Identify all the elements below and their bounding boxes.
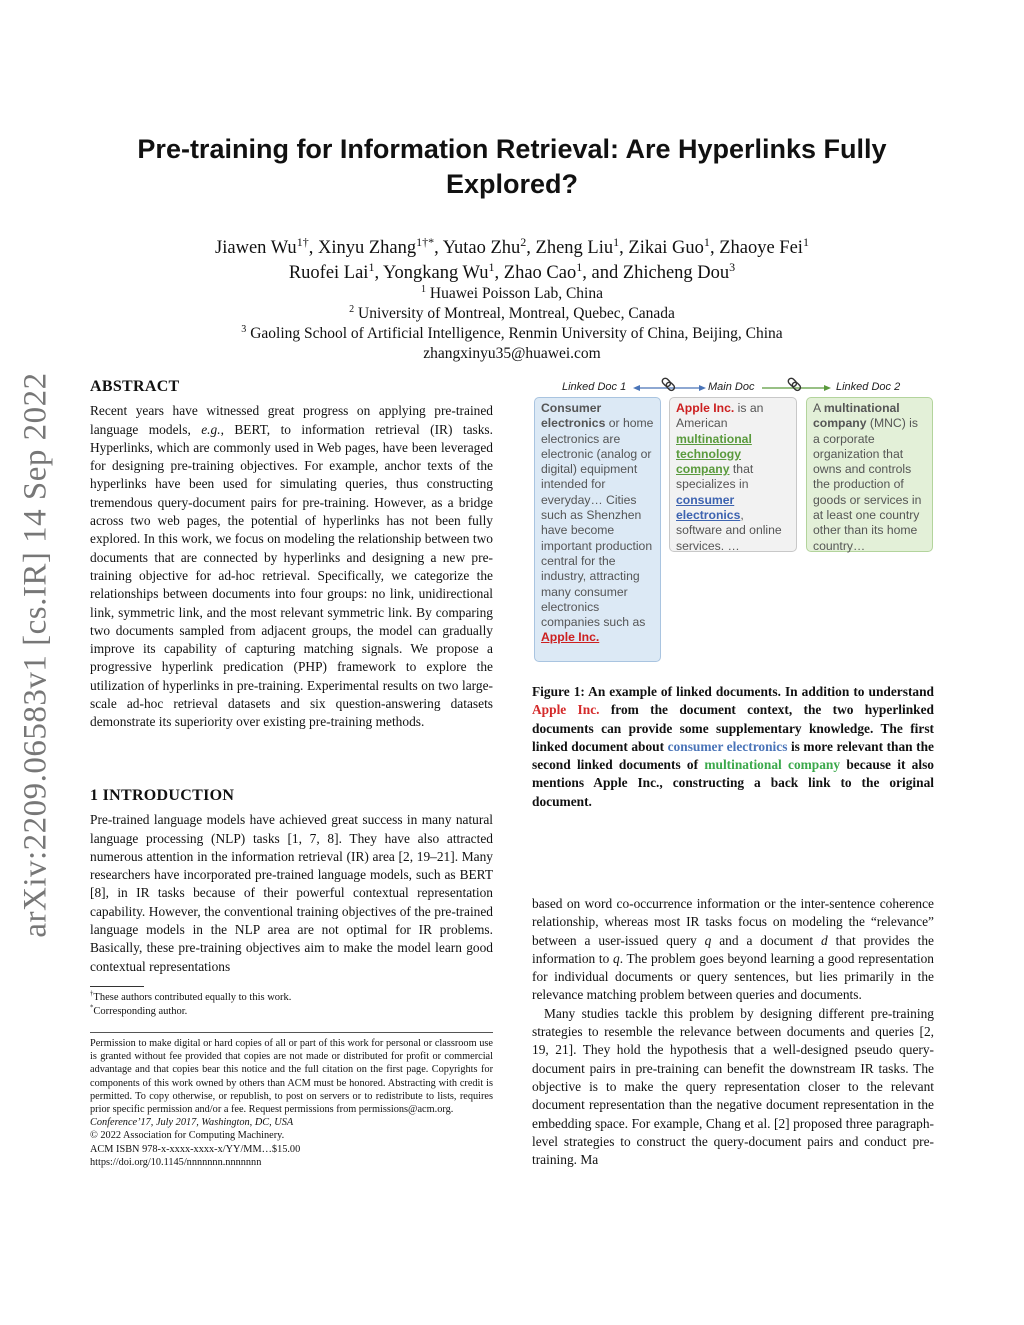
footnotes bbox=[90, 991, 493, 1019]
linked-doc-2-box: A multinational company (MNC) is a corporate organization that owns and controls the production of goods or services in at least one country other than its home country… bbox=[806, 397, 933, 552]
doi-text: https://doi.org/10.1145/nnnnnnn.nnnnnnn bbox=[90, 1156, 262, 1168]
permission-block bbox=[90, 1037, 493, 1169]
link-icon bbox=[661, 377, 676, 392]
label-linked-doc-2: Linked Doc 2 bbox=[836, 381, 901, 393]
affiliations bbox=[90, 284, 934, 364]
author-line-2: Ruofei Lai$^1$, Yongkang Wu$^1$, Zhao Cao$^1$, and Zhicheng Dou$^3$ bbox=[288, 259, 736, 283]
arxiv-stamp bbox=[8, 370, 64, 940]
intro-right-paragraph-1: based on word co-occurrence information or the inter-sentence coherence relationship, whereas most IR tasks focus on modeling the “relevance” between a user-issued query q and a document d that provides the information to q. The problem goes beyond learning a good representation for individual documents or query sentences, but lies primarily in the relevance matching problem between queries and documents. bbox=[532, 896, 934, 1003]
conference-info: Conference’17, July 2017, Washington, DC, USA bbox=[90, 1117, 294, 1129]
copyright-text: © 2022 Association for Computing Machinery. bbox=[90, 1130, 285, 1142]
link-icon bbox=[787, 377, 802, 392]
introduction-text-right bbox=[532, 895, 934, 1169]
figure-1-caption: Figure 1: An example of linked documents. In addition to understand Apple Inc. from the document context, the two hyperlinked documents can provide some supplementary knowledge. The first linked document about consumer electronics is more relevant than the second linked documents of multinational company because it also mentions Apple Inc., constructing a back link to the original document. bbox=[532, 684, 935, 809]
author-list bbox=[90, 236, 934, 286]
introduction-heading: 1 INTRODUCTION bbox=[90, 787, 235, 804]
introduction-text-left: Pre-trained language models have achieved great success in many natural language processing (NLP) tasks [1, 7, 8]. They have also attracted numerous attention in the information retrieval (IR) area [2, 19–21]. Many researchers have incorporated pre-trained language models, such as BERT [8], in IR tasks because of their powerful contextual representation capability. However, the conventional training objectives of the pre-trained language models in the NLP area are not optimal for IR problems. Basically, these pre-training objectives aim to make the model learn good contextual representations bbox=[90, 812, 493, 974]
affiliation-2: $^2$ University of Montreal, Montreal, Quebec, Canada bbox=[349, 303, 675, 322]
linked-doc-1-box: Consumer electronics or home electronics are electronic (analog or digital) equipment intended for everyday… Cities such as Shenzhen have become important production central for the industry, attracting many consumer electronics companies such as Apple Inc. bbox=[534, 397, 661, 662]
link-arrows bbox=[532, 375, 934, 397]
main-doc-box: Apple Inc. is an American multinational technology company that specializes in consumer electronics, software and online services. … bbox=[669, 397, 797, 552]
arxiv-id: arXiv:2209.06583v1 [cs.IR] 14 Sep 2022 bbox=[17, 372, 54, 938]
abstract-section bbox=[90, 378, 493, 732]
label-linked-doc-1: Linked Doc 1 bbox=[562, 381, 627, 393]
permission-text: Permission to make digital or hard copies of all or part of this work for personal or classroom use is granted without fee provided that copies are not made or distributed for profit or commercial advantage and that copies bear this notice and the full citation on the first page. Copyrights for components of this work owned by others than ACM must be honored. Abstracting with credit is permitted. To copy otherwise, or republish, to post on servers or to redistribute to lists, requires prior specific permission and/or a fee. Request permissions from permissions@acm.org. bbox=[90, 1038, 493, 1116]
intro-right-paragraph-2: Many studies tackle this problem by designing different pre-training strategies to resemble the relevance between documents and queries [2, 19, 21]. They hold the hypothesis that a well-designed pseudo query-document pairs in pre-training can benefit the downstream IR tasks. The objective is to make the query representation closer to the relevant document representation than the negative document representation in the embedding space. For example, Chang et al. [2] proposed three paragraph-level strategies to construct the query-document pairs and conduct pre-training. Ma bbox=[532, 1005, 934, 1168]
author-line-1: Jiawen $Wu^{1\dagger}$, Xinyu Zhang$^{1\dagger*}$, Yutao Zhu$^2$, Zheng Liu$^1$, Zikai Guo$^1$, Zhaoye Fei$^1$ bbox=[215, 234, 809, 258]
footnote-equal-contribution: †These authors contributed equally to this work. bbox=[90, 990, 292, 1003]
abstract-text: Recent years have witnessed great progress on applying pre-trained language models, e.g., BERT, to information retrieval (IR) tasks. Hyperlinks, which are commonly used in Web pages, have been leveraged for designing pre-training objectives. For example, anchor texts of the hyperlinks have been used for simulating queries, thus constructing tremendous query-document pairs for pre-training. However, as a bridge across two web pages, the potential of hyperlinks has not been fully explored. In this work, we focus on modeling the relationship between two documents that are connected by hyperlinks and designing a new pre-training objective for ad-hoc retrieval. Specifically, we categorize the relationships between documents into four groups: no link, unidirectional link, symmetric link, and the most relevant symmetric link. By comparing two documents sampled from adjacent groups, the model can gradually improve its capability of capturing matching signals. We propose a progressive hyperlink predication (PHP) framework to explore the utilization of hyperlinks in pre-training. Experimental results on two large-scale ad-hoc retrieval datasets and six question-answering datasets demonstrate its superiority over existing pre-training methods. bbox=[90, 403, 493, 730]
paper-title: Pre-training for Information Retrieval: Are Hyperlinks Fully Explored? bbox=[137, 134, 887, 199]
affiliation-3: $^3$ Gaoling School of Artificial Intelligence, Renmin University of China, Beijing, China bbox=[241, 323, 783, 342]
author-email: zhangxinyu35@huawei.com bbox=[423, 345, 601, 362]
figure-1 bbox=[532, 375, 934, 665]
footnote-rule bbox=[90, 986, 144, 987]
abstract-heading: ABSTRACT bbox=[90, 378, 180, 395]
permission-rule bbox=[90, 1032, 493, 1033]
introduction-section bbox=[90, 787, 493, 976]
isbn-text: ACM ISBN 978-x-xxxx-xxxx-x/YY/MM…$15.00 bbox=[90, 1143, 301, 1155]
label-main-doc: Main Doc bbox=[708, 381, 755, 393]
affiliation-1: $^1$ Huawei Poisson Lab, China bbox=[421, 283, 603, 302]
footnote-corresponding: *Corresponding author. bbox=[90, 1004, 188, 1017]
